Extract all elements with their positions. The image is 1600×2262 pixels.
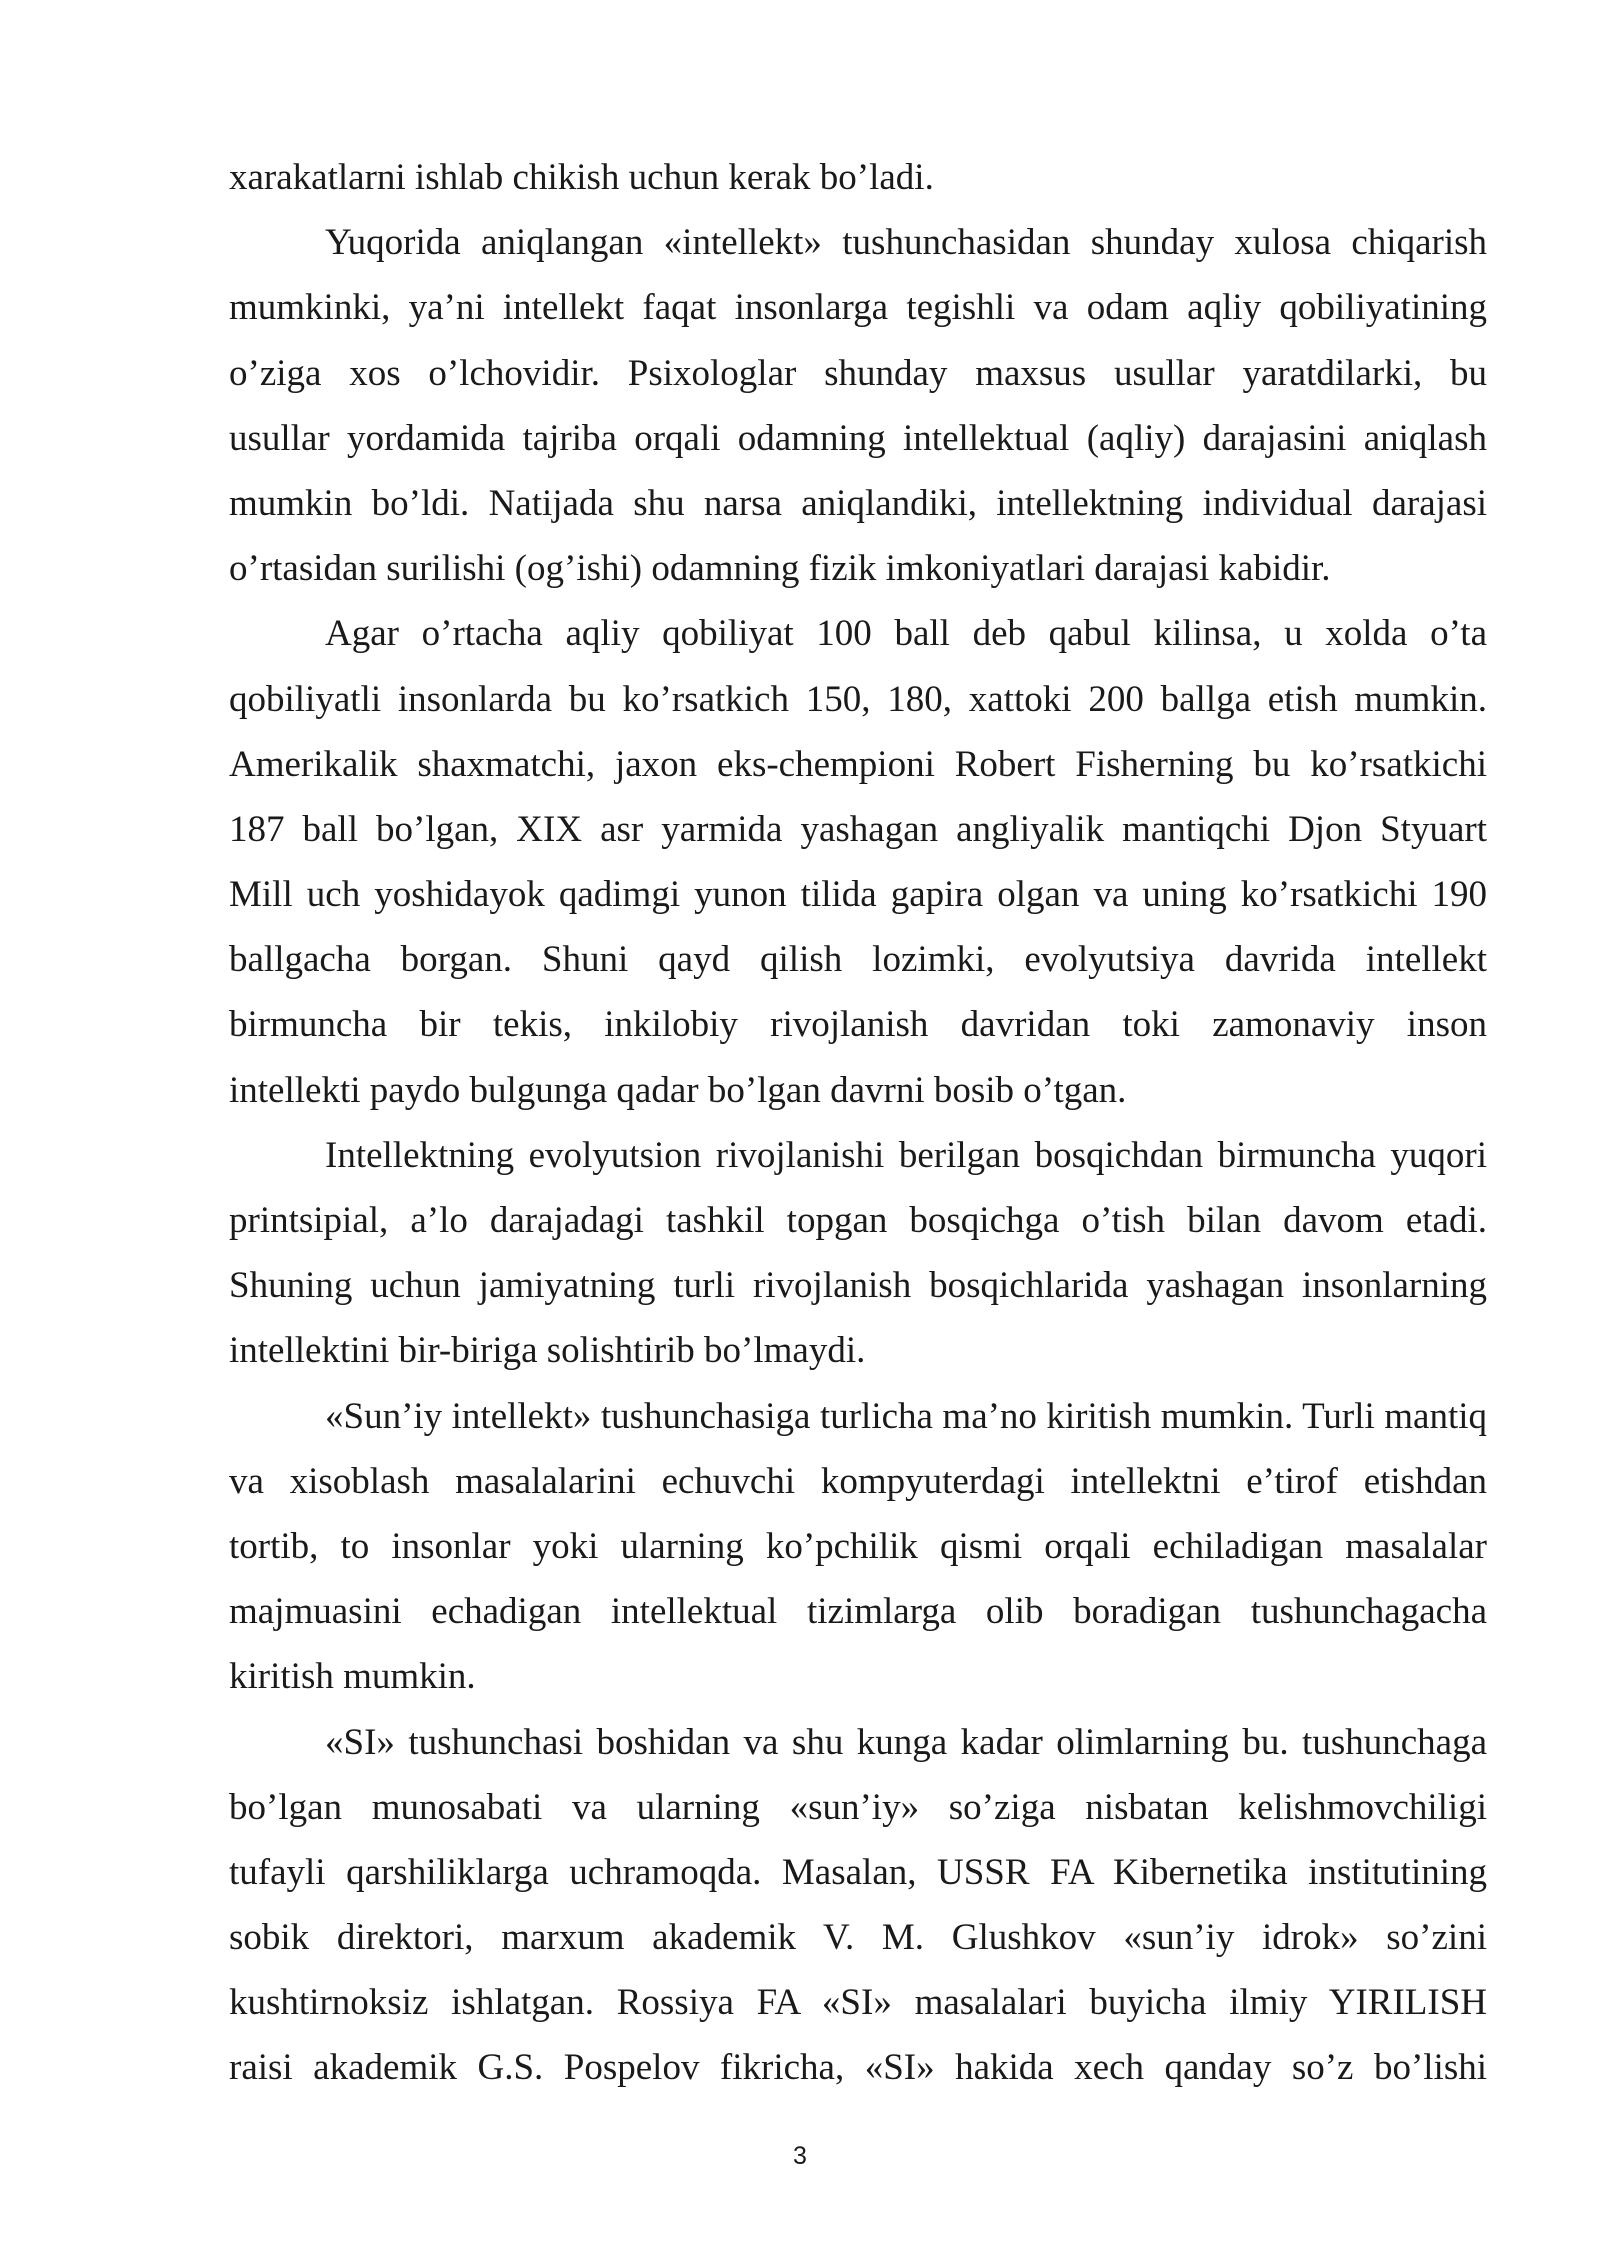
text-line: va xisoblash masalalarini echuvchi kompyuterdagi intellektni e’tirof etishdan (229, 1460, 1487, 1502)
text-line: printsipial, a’lo darajadagi tashkil topgan bosqichga o’tish bilan davom etadi. (229, 1200, 1487, 1241)
text-line: sobik direktori, marxum akademik V. M. Glushkov «sun’iy idrok» so’zini (229, 1917, 1487, 1959)
text-line: mumkin bo’ldi. Natijada shu narsa aniqlandiki, intellektning individual darajasi (229, 482, 1487, 524)
text-line: 187 ball bo’lgan, XIX asr yarmida yashagan angliyalik mantiqchi Djon Styuart (229, 808, 1487, 850)
text-line: birmuncha bir tekis, inkilobiy rivojlanish davridan toki zamonaviy inson (229, 1004, 1487, 1046)
text-line: mumkinki, ya’ni intellekt faqat insonlarga tegishli va odam aqliy qobiliyatining (229, 287, 1487, 329)
text-line: intellektini bir-biriga solishtirib bo’lmaydi. (229, 1330, 866, 1372)
text-line: tortib, to insonlar yoki ularning ko’pchilik qismi orqali echiladigan masalalar (229, 1525, 1487, 1567)
text-line: ballgacha borgan. Shuni qayd qilish lozimki, evolyutsiya davrida intellekt (229, 939, 1487, 981)
text-line: Intellektning evolyutsion rivojlanishi berilgan bosqichdan birmuncha yuqori (325, 1134, 1487, 1176)
text-line: o’ziga xos o’lchovidir. Psixologlar shunday maxsus usullar yaratdilarki, bu (229, 352, 1487, 394)
text-line: Shuning uchun jamiyatning turli rivojlanish bosqichlarida yashagan insonlarning (229, 1265, 1487, 1307)
text-line: Agar o’rtacha aqliy qobiliyat 100 ball deb qabul kilinsa, u xolda o’ta (325, 613, 1487, 655)
text-line: kushtirnoksiz ishlatgan. Rossiya FA «SI» masalalari buyicha ilmiy YIRILISH (229, 1982, 1487, 2024)
text-line: tufayli qarshiliklarga uchramoqda. Masalan, USSR FA Kibernetika institutining (229, 1851, 1487, 1893)
text-line: Amerikalik shaxmatchi, jaxon eks-chempioni Robert Fisherning bu ko’rsatkichi (229, 743, 1487, 785)
paragraph (229, 1123, 1487, 1384)
text-line: xarakatlarni ishlab chikish uchun kerak bo’ladi. (229, 157, 934, 198)
text-line: majmuasini echadigan intellektual tizimlarga olib boradigan tushunchagacha (229, 1591, 1487, 1633)
text-line: usullar yordamida tajriba orqali odamning intellektual (aqliy) darajasini aniqlash (229, 417, 1487, 459)
text-line: «SI» tushunchasi boshidan va shu kunga kadar olimlarning bu. tushunchaga (325, 1721, 1487, 1763)
page-number: 3 (793, 2142, 807, 2170)
paragraph (229, 601, 1487, 1123)
paragraph (229, 145, 1487, 210)
text-line: raisi akademik G.S. Pospelov fikricha, «SI» hakida xech qanday so’z bo’lishi (229, 2047, 1487, 2089)
text-line: Yuqorida aniqlangan «intellekt» tushunchasidan shunday xulosa chiqarish (325, 222, 1487, 264)
text-line: qobiliyatli insonlarda bu ko’rsatkich 150, 180, xattoki 200 ballga etish mumkin. (229, 678, 1487, 720)
text-line: o’rtasidan surilishi (og’ishi) odamning fizik imkoniyatlari darajasi kabidir. (229, 548, 1331, 590)
text-line: Mill uch yoshidayok qadimgi yunon tilida gapira olgan va uning ko’rsatkichi 190 (229, 874, 1487, 916)
paragraph (229, 1710, 1487, 2101)
paragraph (229, 210, 1487, 601)
text-line: intellekti paydo bulgunga qadar bo’lgan davrni bosib o’tgan. (229, 1069, 1127, 1111)
text-line: «Sun’iy intellekt» tushunchasiga turlicha ma’no kiritish mumkin. Turli mantiq (325, 1395, 1487, 1437)
text-line: kiritish mumkin. (229, 1656, 476, 1698)
document-body (229, 145, 1487, 2101)
paragraph (229, 1384, 1487, 1710)
text-line: bo’lgan munosabati va ularning «sun’iy» so’ziga nisbatan kelishmovchiligi (229, 1786, 1487, 1828)
